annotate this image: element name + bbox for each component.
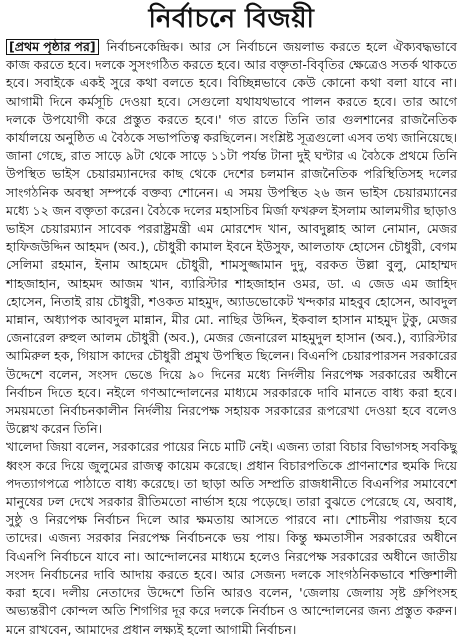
paragraph-1 xyxy=(6,38,457,438)
article-body xyxy=(6,38,457,639)
paragraph-2-text: খালেদা জিয়া বলেন, সরকারের পায়ের নিচে মাটি নেই। এজন্য তারা বিচার বিভাগসহ সবকিছু ধ্বংস করে দিয়ে জুলুমের রাজত্ব কায়েম করেছে। প্রধান বিচারপতিকে প্রাণনাশের হুমকি দিয়ে পদত্যাগপত্রে পাঠাতে বাধ্য করেছে। তা ছাড়া অতি সম্প্রতি রাজধানীতে বিএনপির সমাবেশে মানুষের ঢল দেখে সরকার রীতিমতো নার্ভাস হয়ে পড়েছে। তারা বুঝতে পেরেছে যে, অবাধ, সুষ্ঠু ও নিরপেক্ষ নির্বাচন দিলে আর ক্ষমতায় আসতে পারবে না। শোচনীয় পরাজয় হবে তাদের। এজন্য সরকার নিরপেক্ষ নির্বাচনকে ভয় পায়। কিন্তু ক্ষমতাসীন সরকারের অধীনে বিএনপি নির্বাচনে যাবে না। আন্দোলনের মাধ্যমে হলেও নিরপেক্ষ সরকারের অধীনে জাতীয় সংসদ নির্বাচনের দাবি আদায় করতে হবে। আর সেজন্য দলকে সাংগঠনিকভাবে শক্তিশালী করা হবে। দলীয় নেতাদের উদ্দেশে তিনি আরও বলেন, 'জেলায় জেলায় সৃষ্ট গ্রুপিংসহ অভ্যন্তরীণ কোন্দল অতি শিগগির দূর করে দলকে নির্বাচন ও আন্দোলনের জন্য প্রস্তুত করুন। মনে রাখবেন, আমাদের প্রধান লক্ষ্যই হলো আগামী নির্বাচন। xyxy=(6,439,457,637)
paragraph-1-text: নির্বাচনকেন্দ্রিক। আর সে নির্বাচনে জয়লাভ করতে হলে ঐক্যবদ্ধভাবে কাজ করতে হবে। দলকে সুসংগঠিত করতে হবে। আর বক্তৃতা-বিবৃতির ক্ষেত্রেও সতর্ক থাকতে হবে। সবাইকে একই সুরে কথা বলতে হবে। বিচ্ছিন্নভাবে কেউ কোনো কথা বলা যাবে না। আগামী দিনে কর্মসূচি দেওয়া হবে। সেগুলো যথাযথভাবে পালন করতে হবে। তার আগে দলকে উপযোগী করে প্রস্তুত করতে হবে।' গত রাতে তিনি তার গুলশানের রাজনৈতিক কার্যালয়ে অনুষ্ঠিত এ বৈঠকে সভাপতিত্ব করছিলেন। সংশ্লিষ্ট সূত্রগুলো এসব তথ্য জানিয়েছে। জানা গেছে, রাত সাড়ে ৯টা থেকে সাড়ে ১১টা পর্যন্ত টানা দুই ঘণ্টার এ বৈঠকে প্রথমে তিনি উপস্থিত ভাইস চেয়ারম্যানদের কাছ থেকে দেশের চলমান রাজনৈতিক পরিস্থিতিসহ দলের সাংগঠনিক অবস্থা সম্পর্কে বক্তব্য শোনেন। এ সময় উপস্থিত ২৬ জন ভাইস চেয়ারম্যানের মধ্যে ১২ জন বক্তৃতা করেন। বৈঠকে দলের মহাসচিব মির্জা ফখরুল ইসলাম আলমগীর ছাড়াও ভাইস চেয়ারম্যান সাবেক পররাষ্ট্রমন্ত্রী এম মোরশেদ খান, আবদুল্লাহ আল নোমান, মেজর হাফিজউদ্দিন আহমদ (অব.), চৌধুরী কামাল ইবনে ইউসুফ, আলতাফ হোসেন চৌধুরী, বেগম সেলিমা রহমান, ইনাম আহমেদ চৌধুরী, শামসুজ্জামান দুদু, বরকত উল্লা বুলু, মোহাম্মদ শাহজাহান, আহমদ আজম খান, ব্যারিস্টার শাহজাহান ওমর, ডা. এ জেড এম জাহিদ হোসেন, নিতাই রায় চৌধুরী, শওকত মাহমুদ, অ্যাডভোকেট খন্দকার মাহবুব হোসেন, আবদুল মান্নান, অধ্যাপক আবদুল মান্নান, মীর মো. নাছির উদ্দিন, ইকবাল হাসান মাহমুদ টুকু, মেজর জেনারেল রুহুল আলম চৌধুরী (অব.), মেজর জেনারেল মাহমুদুল হাসান (অব.), ব্যারিস্টার আমিরুল হক, গিয়াস কাদের চৌধুরী প্রমুখ উপস্থিত ছিলেন। বিএনপি চেয়ারপারসন সরকারের উদ্দেশে বলেন, সংসদ ভেঙে দিয়ে ৯০ দিনের মধ্যে নির্দলীয় নিরপেক্ষ সরকারের অধীনে নির্বাচন দিতে হবে। নইলে গণআন্দোলনের মাধ্যমে সরকারকে দাবি মানতে বাধ্য করা হবে। সময়মতো নির্বাচনকালীন নির্দলীয় নিরপেক্ষ সহায়ক সরকারের রূপরেখা দেওয়া হবে বলেও উল্লেখ করেন তিনি। xyxy=(6,39,457,437)
paragraph-2 xyxy=(6,438,457,638)
continued-from-label: [প্রথম পৃষ্ঠার পর] xyxy=(6,39,99,55)
headline: নির্বাচনে বিজয়ী xyxy=(148,4,315,34)
